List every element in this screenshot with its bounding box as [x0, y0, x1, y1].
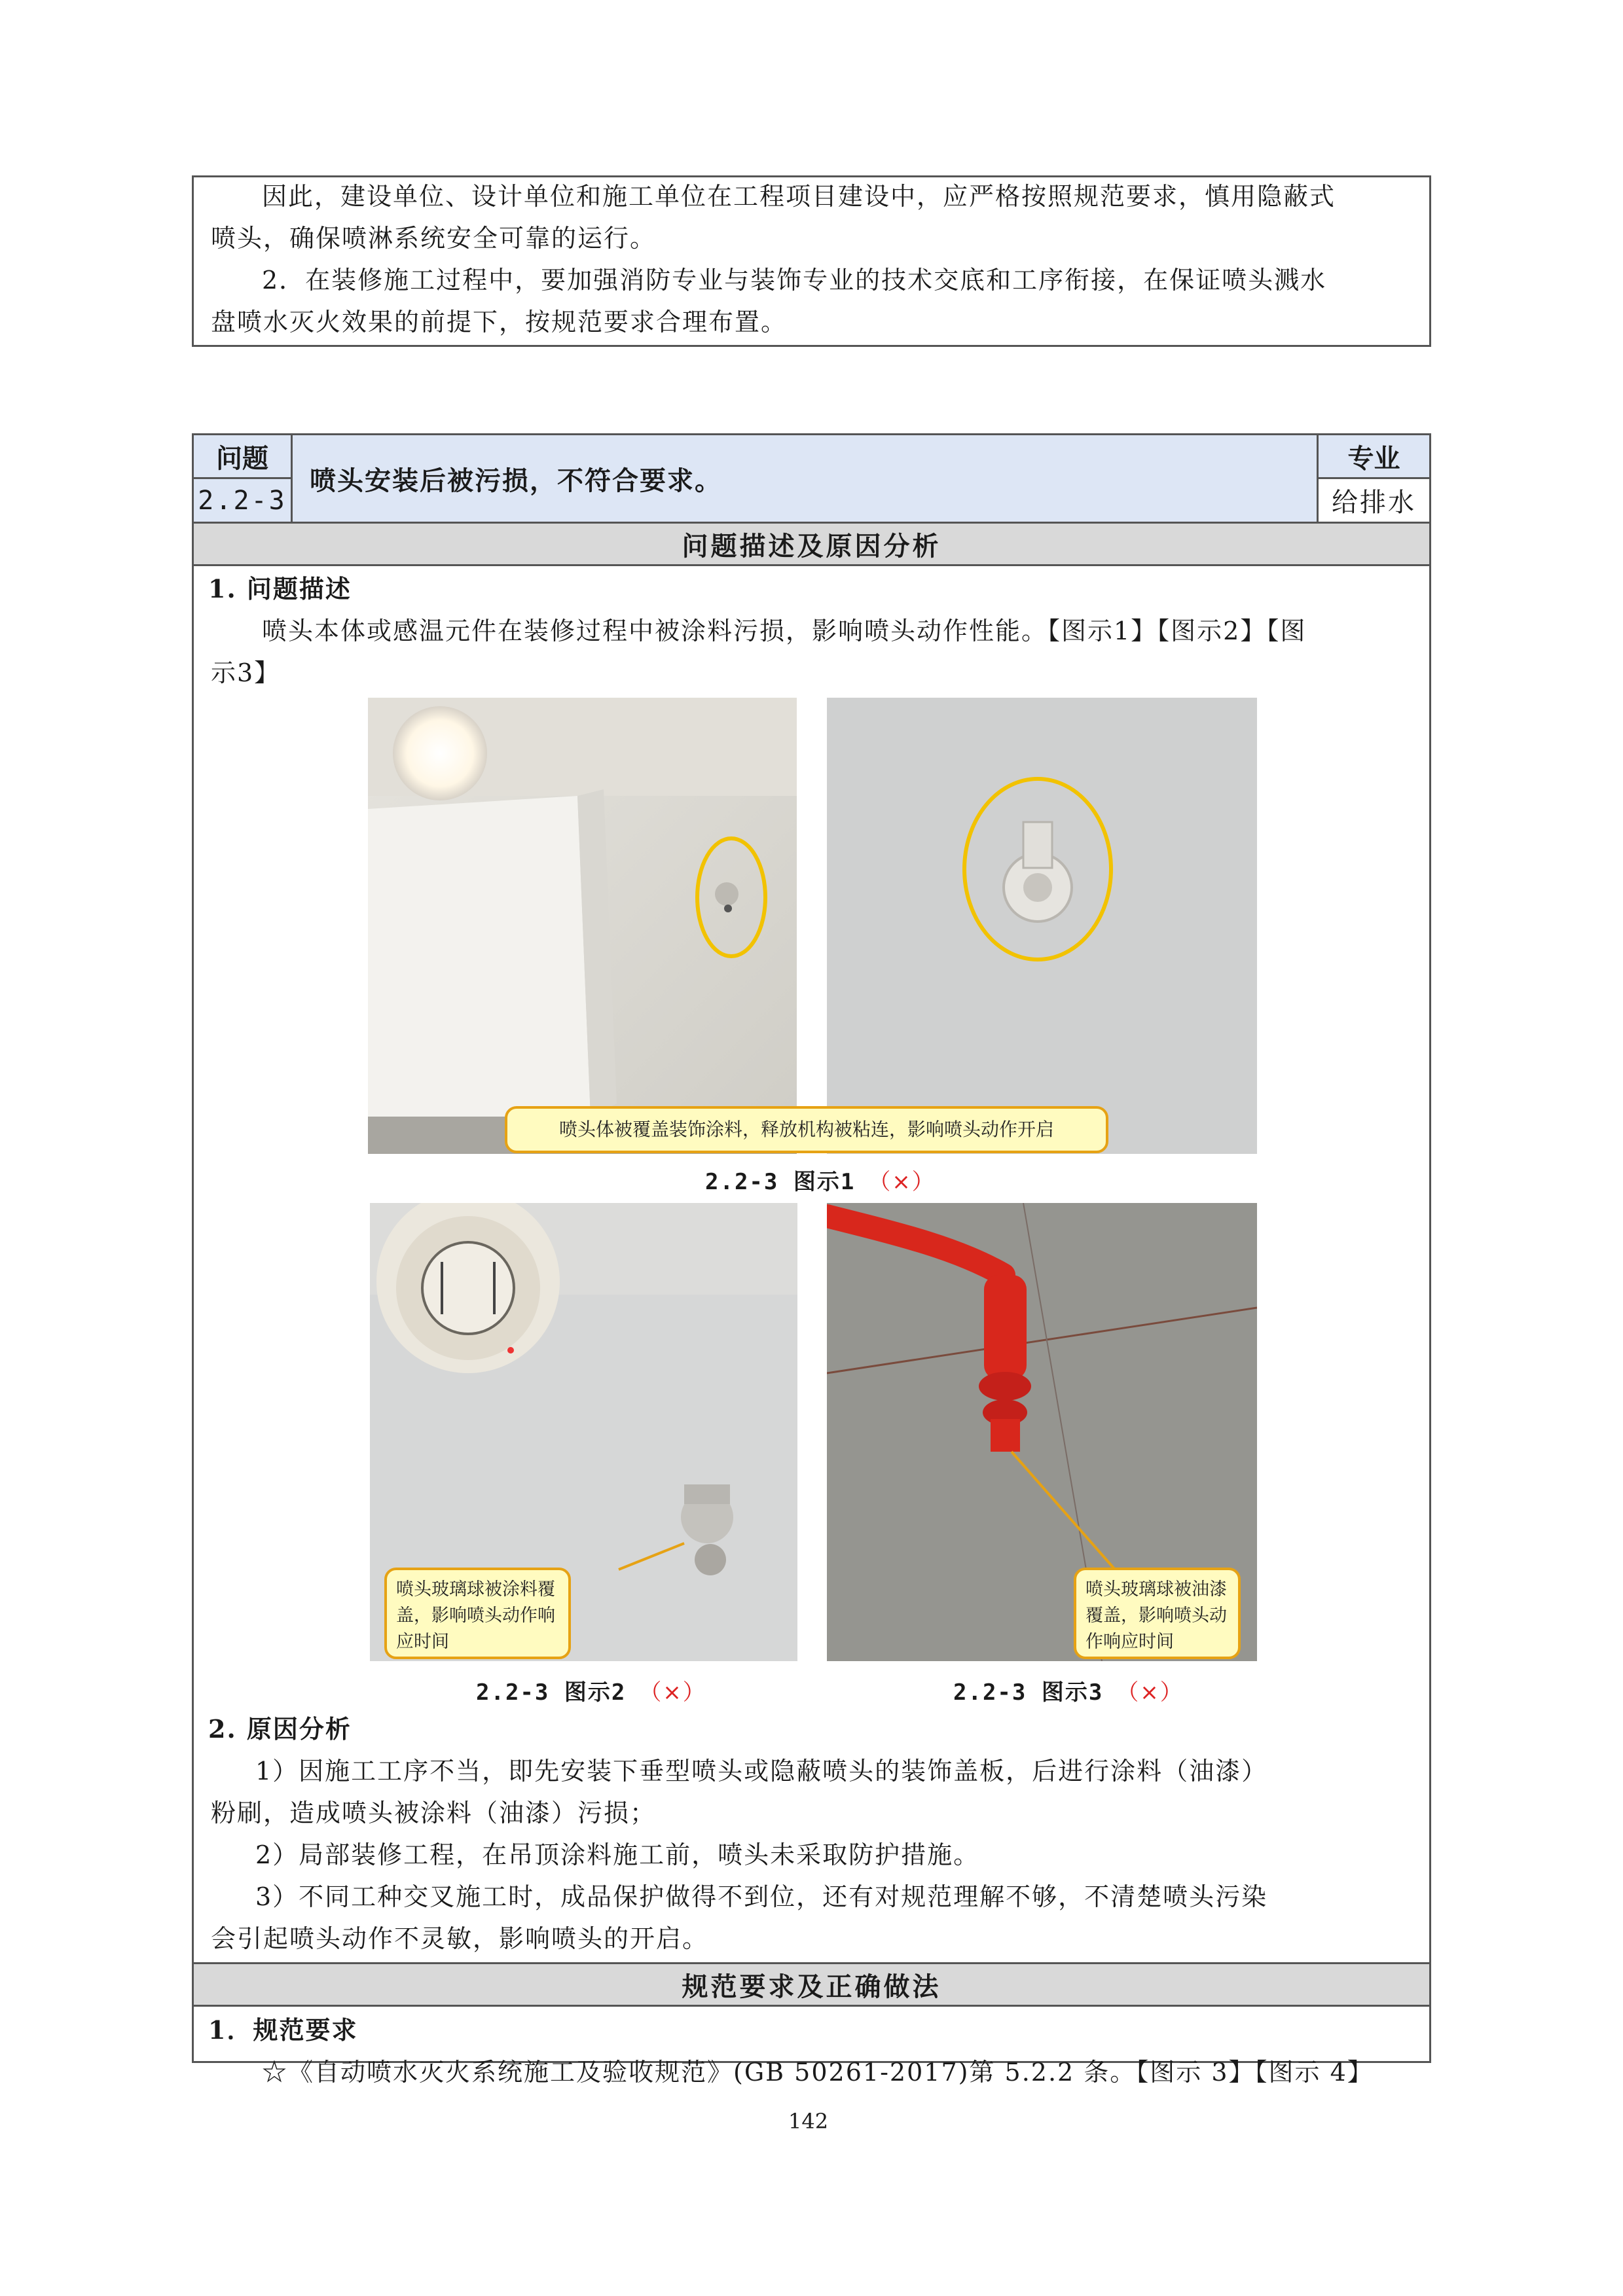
cause-line-5: 会引起喷头动作不灵敏，影响喷头的开启。	[211, 1924, 709, 1953]
top-line-2: 喷头，确保喷淋系统安全可靠的运行。	[211, 224, 657, 253]
specialty-label-cell: 专业	[1317, 433, 1431, 479]
fig2-caption	[476, 1674, 706, 1706]
desc-line-1: 喷头本体或感温元件在装修过程中被涂料污损，影响喷头动作性能。【图示1】【图示2】【图	[262, 617, 1307, 645]
fig1-caption-text: 2.2-3 图示1	[705, 1169, 856, 1195]
cause-title: 2. 原因分析	[208, 1714, 352, 1744]
fig3-caption	[953, 1674, 1184, 1706]
fig3-caption-text: 2.2-3 图示3	[953, 1679, 1104, 1706]
cause-line-3: 2）局部装修工程，在吊顶涂料施工前，喷头未采取防护措施。	[255, 1840, 980, 1869]
fig1-right-svg	[827, 698, 1257, 1154]
cause-line-2: 粉刷，造成喷头被涂料（油漆）污损；	[211, 1799, 657, 1827]
desc-title: 1. 问题描述	[208, 574, 352, 603]
issue-title-cell	[291, 433, 1319, 524]
desc-line-2: 示3】	[211, 658, 281, 687]
top-line-4: 盘喷水灭火效果的前提下，按规范要求合理布置。	[211, 308, 788, 336]
issue-label-cell: 问题	[192, 433, 293, 479]
req-line-1: ☆《自动喷水灭火系统施工及验收规范》(GB 50261-2017)第 5.2.2 条。【图示 3】【图示 4】	[262, 2058, 1374, 2087]
top-line-3: 2．在装修施工过程中，要加强消防专业与装饰专业的技术交底和工序衔接，在保证喷头溅水	[262, 266, 1327, 295]
fig2-callout: 喷头玻璃球被涂料覆盖，影响喷头动作响应时间	[384, 1568, 571, 1659]
page-number: 142	[788, 2109, 829, 2134]
fig1-photo-left	[368, 698, 797, 1154]
issue-number-cell: 2.2-3	[192, 477, 293, 524]
fig2-caption-text: 2.2-3 图示2	[476, 1679, 627, 1706]
specialty-value-cell: 给排水	[1317, 477, 1431, 524]
fig2-wrong-mark: （×）	[639, 1679, 706, 1706]
cause-line-4: 3）不同工种交叉施工时，成品保护做得不到位，还有对规范理解不够，不清楚喷头污染	[255, 1882, 1268, 1911]
req-title: 1．规范要求	[208, 2015, 358, 2045]
cause-line-1: 1）因施工工序不当，即先安装下垂型喷头或隐蔽喷头的装饰盖板，后进行涂料（油漆）	[255, 1757, 1268, 1785]
fig1-wrong-mark: （×）	[868, 1169, 936, 1195]
fig1-left-svg	[368, 698, 797, 1154]
fig1-caption	[705, 1164, 936, 1196]
norm-heading: 规范要求及正确做法	[192, 1962, 1431, 2007]
fig1-callout: 喷头体被覆盖装饰涂料，释放机构被粘连，影响喷头动作开启	[505, 1106, 1108, 1153]
fig3-callout: 喷头玻璃球被油漆覆盖，影响喷头动作响应时间	[1074, 1568, 1241, 1659]
top-line-1: 因此，建设单位、设计单位和施工单位在工程项目建设中，应严格按照规范要求，慎用隐蔽式	[262, 182, 1336, 211]
fig1-photo-right	[827, 698, 1257, 1154]
fig3-wrong-mark: （×）	[1116, 1679, 1184, 1706]
issue-title: 喷头安装后被污损，不符合要求。	[310, 465, 722, 496]
analysis-heading: 问题描述及原因分析	[192, 522, 1431, 566]
